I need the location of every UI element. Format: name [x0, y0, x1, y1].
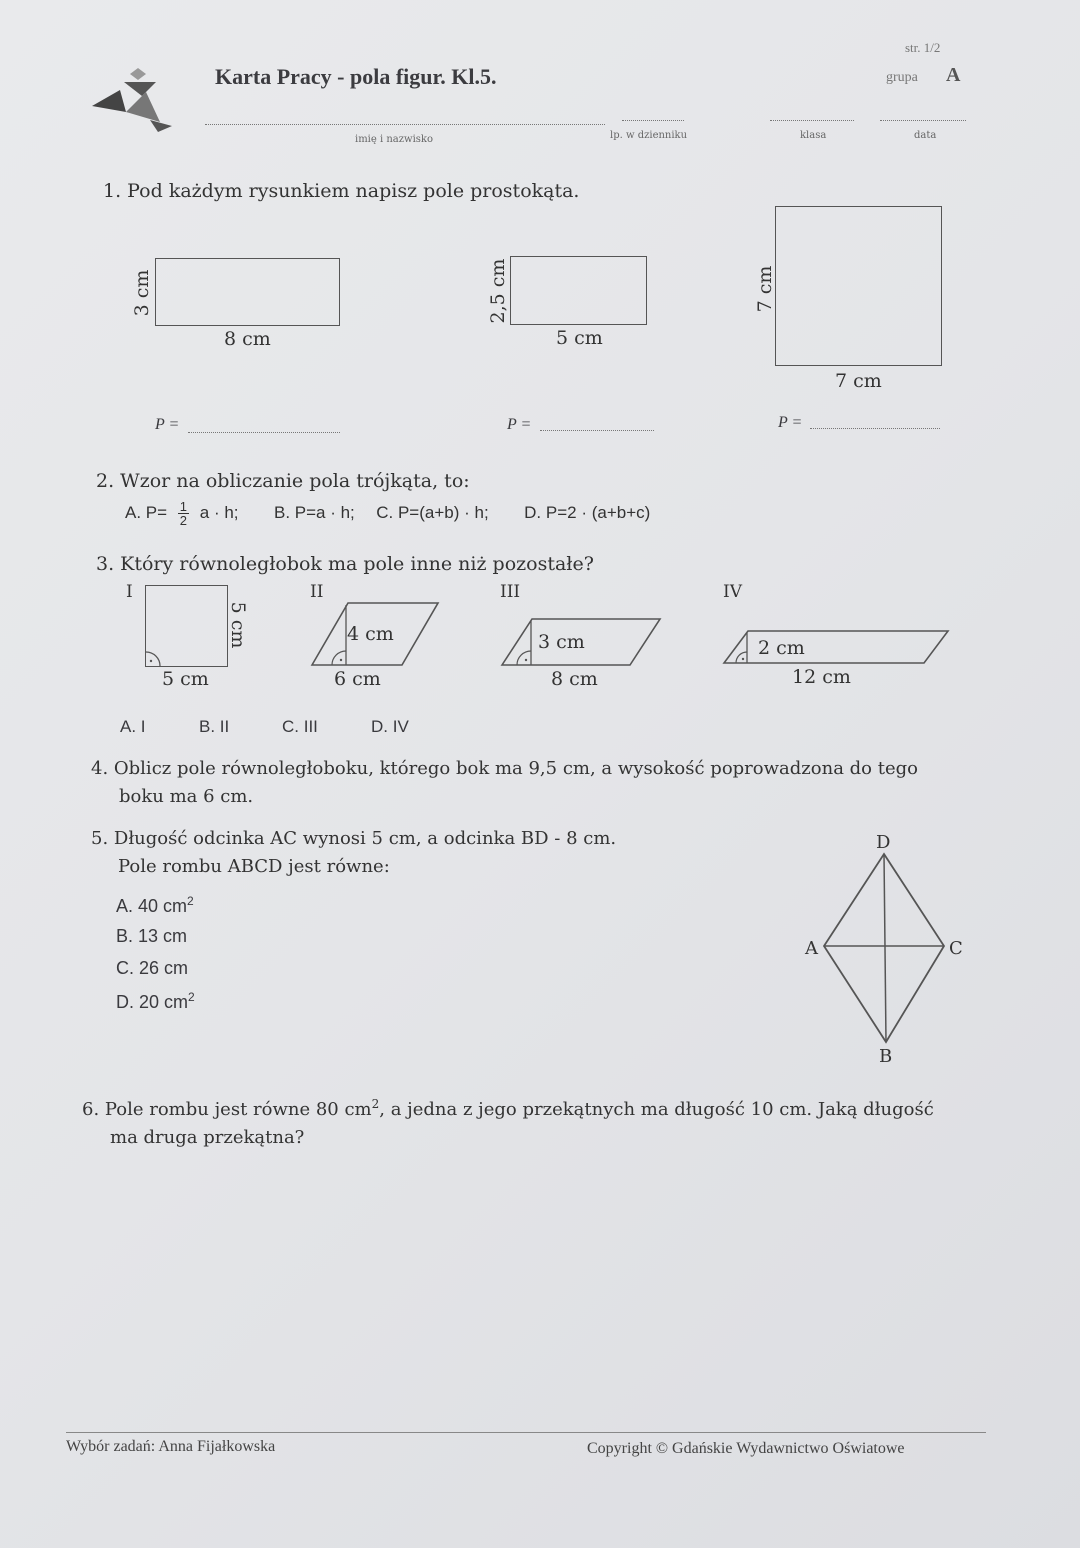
- figure-1-height-label: 5 cm: [227, 601, 249, 649]
- class-field-line[interactable]: [770, 120, 854, 121]
- answer-3-label: P =: [778, 414, 803, 431]
- question-3-option-b[interactable]: B. II: [199, 717, 230, 736]
- question-5-option-a[interactable]: A. 40 $cm^2$: [116, 894, 194, 916]
- question-3-option-d[interactable]: D. IV: [371, 717, 409, 736]
- figure-2-base-label: 6 cm: [334, 668, 381, 690]
- footer-copyright: Copyright © Gdańskie Wydawnictwo Oświatowe: [587, 1440, 905, 1457]
- figure-1-numeral: I: [126, 582, 133, 602]
- figure-4-base-label: 12 cm: [792, 666, 851, 688]
- rectangle-3-width-label: 7 cm: [835, 370, 882, 392]
- rectangle-1: [155, 258, 340, 326]
- fraction: [178, 500, 189, 527]
- fraction-denominator: 2: [179, 513, 188, 528]
- question-5-option-b[interactable]: B. 13 cm: [116, 926, 188, 946]
- question-3-text: 3. Który równoległobok ma pole inne niż pozostałe?: [96, 553, 594, 575]
- question-6-line-2: ma druga przekątna?: [110, 1127, 305, 1148]
- name-field-label: imię i nazwisko: [355, 134, 433, 145]
- answer-1-line[interactable]: [188, 432, 340, 433]
- worksheet-title: Karta Pracy - pola figur. Kl.5.: [215, 64, 497, 89]
- logo-icon: [90, 62, 180, 132]
- register-number-field-line[interactable]: [622, 120, 684, 121]
- question-6-line-1: 6. Pole rombu jest równe 80 $cm^2$, a jedna z jego przekątnych ma długość 10 cm. Jaką długość: [82, 1097, 934, 1120]
- vertex-a-label: A: [805, 938, 818, 959]
- figure-2-numeral: II: [310, 582, 324, 602]
- parallelogram-figure-4: [722, 629, 950, 665]
- vertex-b-label: B: [879, 1046, 893, 1067]
- question-2-text: 2. Wzor na obliczanie pola trójkąta, to:: [96, 470, 470, 492]
- rectangle-3-height-label: 7 cm: [754, 265, 776, 313]
- option-a-suffix: a · h;: [199, 502, 239, 522]
- right-angle-mark-1: [146, 650, 162, 666]
- question-4-line-1: 4. Oblicz pole równoległoboku, którego bok ma 9,5 cm, a wysokość poprowadzona do tego: [91, 758, 918, 779]
- option-a-prefix[interactable]: A. P=: [125, 502, 168, 522]
- rectangle-1-width-label: 8 cm: [224, 328, 271, 350]
- rhombus-diagram: [820, 848, 950, 1048]
- footer-divider: [66, 1432, 986, 1433]
- answer-3-line[interactable]: [810, 428, 940, 429]
- question-3-option-c[interactable]: C. III: [282, 717, 318, 736]
- figure-4-height-label: 2 cm: [758, 637, 805, 659]
- register-number-field-label: lp. w dzienniku: [610, 130, 688, 141]
- question-5-line-2: Pole rombu ABCD jest równe:: [118, 856, 390, 877]
- rectangle-3: [775, 206, 942, 366]
- date-field-line[interactable]: [880, 120, 966, 121]
- group-label: grupa: [886, 70, 918, 85]
- option-b[interactable]: B. P=a · h;: [273, 502, 355, 522]
- question-4-line-2: boku ma 6 cm.: [119, 786, 254, 807]
- question-5-option-d[interactable]: D. 20 $cm^2$: [116, 990, 195, 1012]
- group-value: A: [946, 64, 961, 86]
- figure-2-height-label: 4 cm: [347, 623, 394, 645]
- question-5-option-c[interactable]: C. 26 cm: [116, 958, 189, 978]
- rectangle-2-height-label: 2,5 cm: [487, 258, 509, 324]
- rectangle-2: [510, 256, 647, 325]
- name-field-line[interactable]: [205, 124, 605, 125]
- answer-2-label: P =: [507, 416, 532, 433]
- option-d[interactable]: D. P=2 · (a+b+c): [524, 502, 651, 522]
- figure-3-numeral: III: [500, 582, 521, 602]
- class-field-label: klasa: [800, 130, 827, 141]
- figure-3-height-label: 3 cm: [538, 631, 585, 653]
- vertex-c-label: C: [949, 938, 963, 959]
- question-3-option-a[interactable]: A. I: [120, 717, 146, 736]
- question-2-options: [125, 500, 650, 527]
- footer-author: Wybór zadań: Anna Fijałkowska: [66, 1438, 276, 1455]
- page-number: str. 1/2: [905, 40, 941, 55]
- figure-3-base-label: 8 cm: [551, 668, 598, 690]
- rectangle-2-width-label: 5 cm: [556, 327, 603, 349]
- vertex-d-label: D: [876, 832, 891, 853]
- figure-1-base-label: 5 cm: [162, 668, 209, 690]
- answer-2-line[interactable]: [540, 430, 654, 431]
- question-5-line-1: 5. Długość odcinka AC wynosi 5 cm, a odcinka BD - 8 cm.: [91, 828, 617, 849]
- fraction-numerator: 1: [179, 499, 188, 514]
- figure-4-numeral: IV: [723, 582, 742, 602]
- question-1-text: 1. Pod każdym rysunkiem napisz pole prostokąta.: [103, 180, 580, 202]
- rectangle-1-height-label: 3 cm: [131, 269, 153, 317]
- date-field-label: data: [914, 130, 937, 141]
- answer-1-label: P =: [155, 416, 180, 433]
- option-c[interactable]: C. P=(a+b) · h;: [376, 502, 489, 522]
